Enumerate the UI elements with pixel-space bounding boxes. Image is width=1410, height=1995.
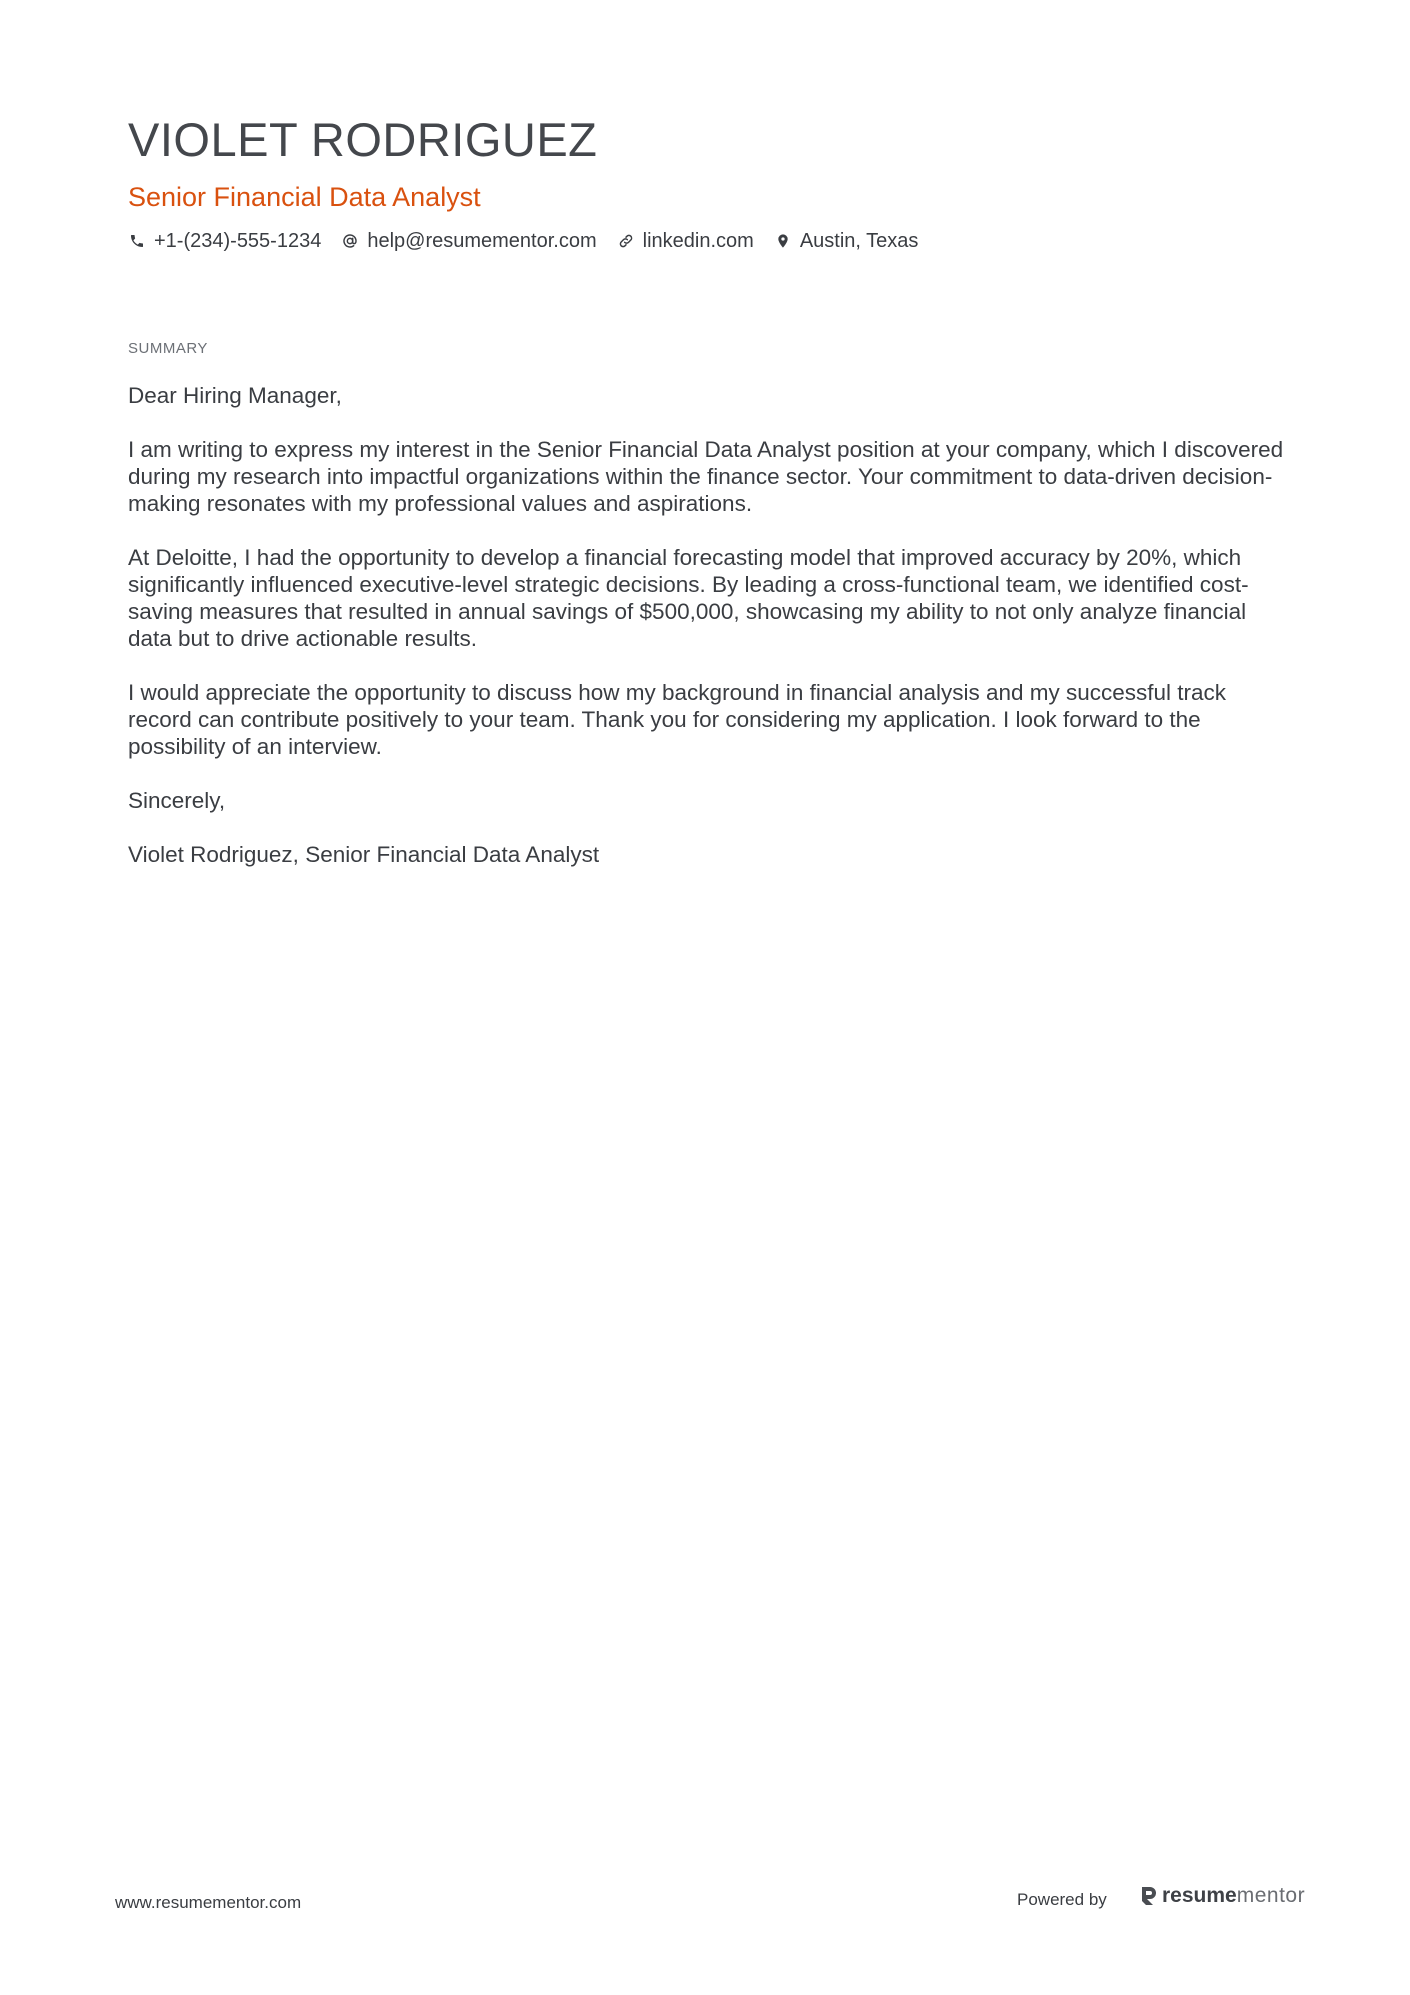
brand-logo[interactable] <box>1140 1884 1305 1908</box>
section-label-summary: SUMMARY <box>128 340 208 357</box>
phone-text: +1-(234)-555-1234 <box>154 229 322 252</box>
resumementor-logo-icon <box>1140 1885 1158 1907</box>
at-icon <box>341 232 359 250</box>
footer-website-link[interactable]: www.resumementor.com <box>115 1893 302 1912</box>
link-icon <box>617 232 635 250</box>
location-text: Austin, Texas <box>799 229 919 252</box>
brand-text-mentor: mentor <box>1236 1884 1306 1907</box>
letter-paragraph: At Deloitte, I had the opportunity to develop a financial forecasting model that improved accuracy by 20%, which significantly influenced executive-level strategic decisions. By leading a cross-functional team, we identified cost-saving measures that resulted in annual savings of $500,000, showcasing my ability to not only analyze financial data but to drive actionable results. <box>128 545 1249 651</box>
location-pin-icon <box>774 232 792 250</box>
contact-linkedin[interactable] <box>617 230 754 253</box>
powered-by-label: Powered by <box>1017 1890 1107 1909</box>
email-text: help@resumementor.com <box>367 229 597 252</box>
candidate-name: VIOLET RODRIGUEZ <box>128 113 598 166</box>
letter-body <box>128 382 1288 895</box>
contact-email[interactable] <box>341 230 596 253</box>
brand-text-resume: resume <box>1162 1884 1237 1907</box>
phone-icon <box>128 232 146 250</box>
letter-paragraph: I am writing to express my interest in the Senior Financial Data Analyst position at your company, which I discovered during my research into impactful organizations within the finance sector. Your commitment to data-driven decision-making resonates with my professional values and aspirations. <box>128 437 1284 516</box>
letter-closing: Sincerely, <box>128 788 226 813</box>
letter-signature: Violet Rodriguez, Senior Financial Data Analyst <box>128 842 600 867</box>
contact-location <box>774 230 919 253</box>
linkedin-text: linkedin.com <box>642 229 754 252</box>
contact-phone <box>128 230 321 253</box>
job-title: Senior Financial Data Analyst <box>128 182 481 212</box>
contact-bar <box>128 226 938 256</box>
letter-greeting: Dear Hiring Manager, <box>128 383 342 408</box>
letter-paragraph: I would appreciate the opportunity to discuss how my background in financial analysis and my successful track record can contribute positively to your team. Thank you for considering my application. I look forward to the possibility of an interview. <box>128 680 1227 759</box>
